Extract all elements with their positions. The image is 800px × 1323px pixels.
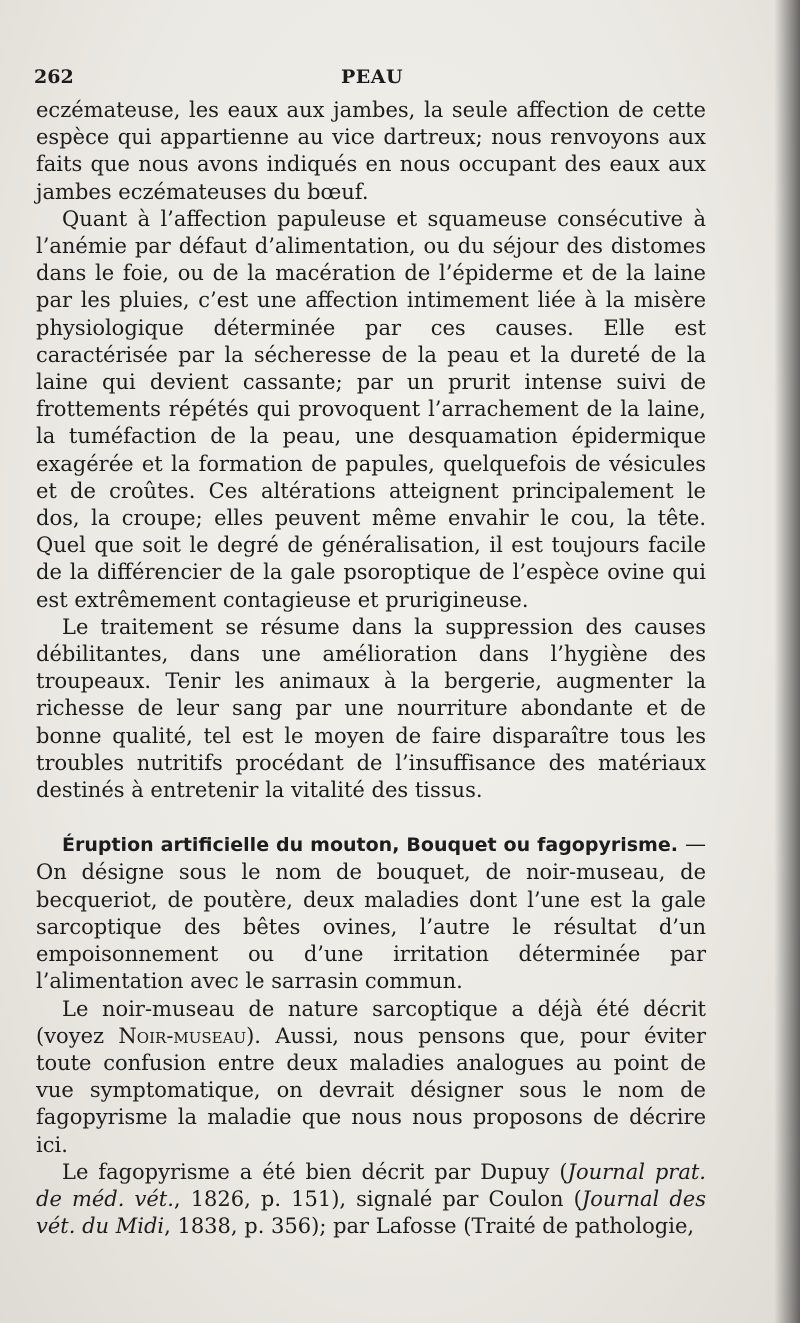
paragraph-3: Le traitement se résume dans la suppression des causes débilitantes, dans une amélioration dans l’hygiène des troupeaux. Tenir les animaux à la bergerie, augmenter la richesse de leur sang par une nourriture abondante et de bonne qualité, tel est le moyen de faire disparaître tous les troubles nutritifs procédant de l’insuffisance des matériaux destinés à entretenir la vitalité des tissus. — [36, 614, 706, 803]
binding-shadow — [774, 0, 800, 1323]
paragraph-1: eczémateuse, les eaux aux jambes, la seule affection de cette espèce qui appartienne au vice dartreux; nous renvoyons aux faits que nous avons indiqués en nous occupant des eaux aux jambes eczémateuses du bœuf. — [36, 98, 706, 204]
p6-text-c: , 1838, p. 356); par Lafosse (Traité de pathologie, — [164, 1214, 695, 1239]
section-lead: — On désigne sous le nom de bouquet, de noir-museau, de becqueriot, de poutère, deux maladies dont l’une est la gale sarcoptique des bêtes ovines, l’autre le résultat d’un empoisonnement ou d’une irritation déterminée par l’alimentation avec le sarrasin commun. — [36, 832, 706, 994]
paragraph-2: Quant à l’affection papuleuse et squameuse consécutive à l’anémie par défaut d’alimentation, ou du séjour des distomes dans le foie, ou de la macération de l’épiderme et de la laine par les pluies, c’est une affection intimement liée à la misère physiologique déterminée par ces causes. Elle est caractérisée par la sécheresse de la peau et la dureté de la laine qui devient cassante; par un prurit intense suivi de frottements répétés qui provoquent l’arrachement de la laine, la tuméfaction de la peau, une desquamation épidermique exagérée et la formation de papules, quelquefois de vésicules et de croûtes. Ces altérations atteignent principalement le dos, la croupe; elles peuvent même envahir le cou, la tête. Quel que soit le degré de généralisation, il est toujours facile de la différencier de la gale psoroptique de l’espèce ovine qui est extrêmement contagieuse et prurigineuse. — [36, 206, 706, 612]
journal-title-2: Journal des vét. du Midi — [36, 1186, 706, 1239]
p6-text-a: Le fagopyrisme a été bien décrit par Dupuy ( — [62, 1159, 568, 1184]
paragraph-5 — [36, 996, 706, 1159]
p5-text-a: Le noir-museau de nature sarcoptique a déjà été décrit (voyez — [36, 996, 706, 1048]
paragraph-6 — [36, 1159, 706, 1241]
p5-text-b: ). Aussi, nous pensons que, pour éviter toute confusion entre deux maladies analogues au point de vue symptomatique, on devrait désigner sous le nom de fagopyrisme la maladie que nous nous proposons de décrire ici. — [36, 1023, 706, 1157]
cross-reference: Noir-museau — [118, 1023, 247, 1048]
page-body — [36, 97, 706, 1240]
section-title: Éruption artificielle du mouton, Bouquet ou fagopyrisme. — [62, 834, 678, 857]
page-number: 262 — [34, 66, 74, 88]
p6-text-b: , 1826, p. 151), signalé par Coulon ( — [173, 1186, 582, 1211]
page-header — [34, 66, 704, 96]
running-head: PEAU — [341, 66, 404, 88]
journal-title-1: Journal prat. de méd. vét. — [36, 1159, 706, 1211]
section-paragraph — [36, 831, 706, 995]
